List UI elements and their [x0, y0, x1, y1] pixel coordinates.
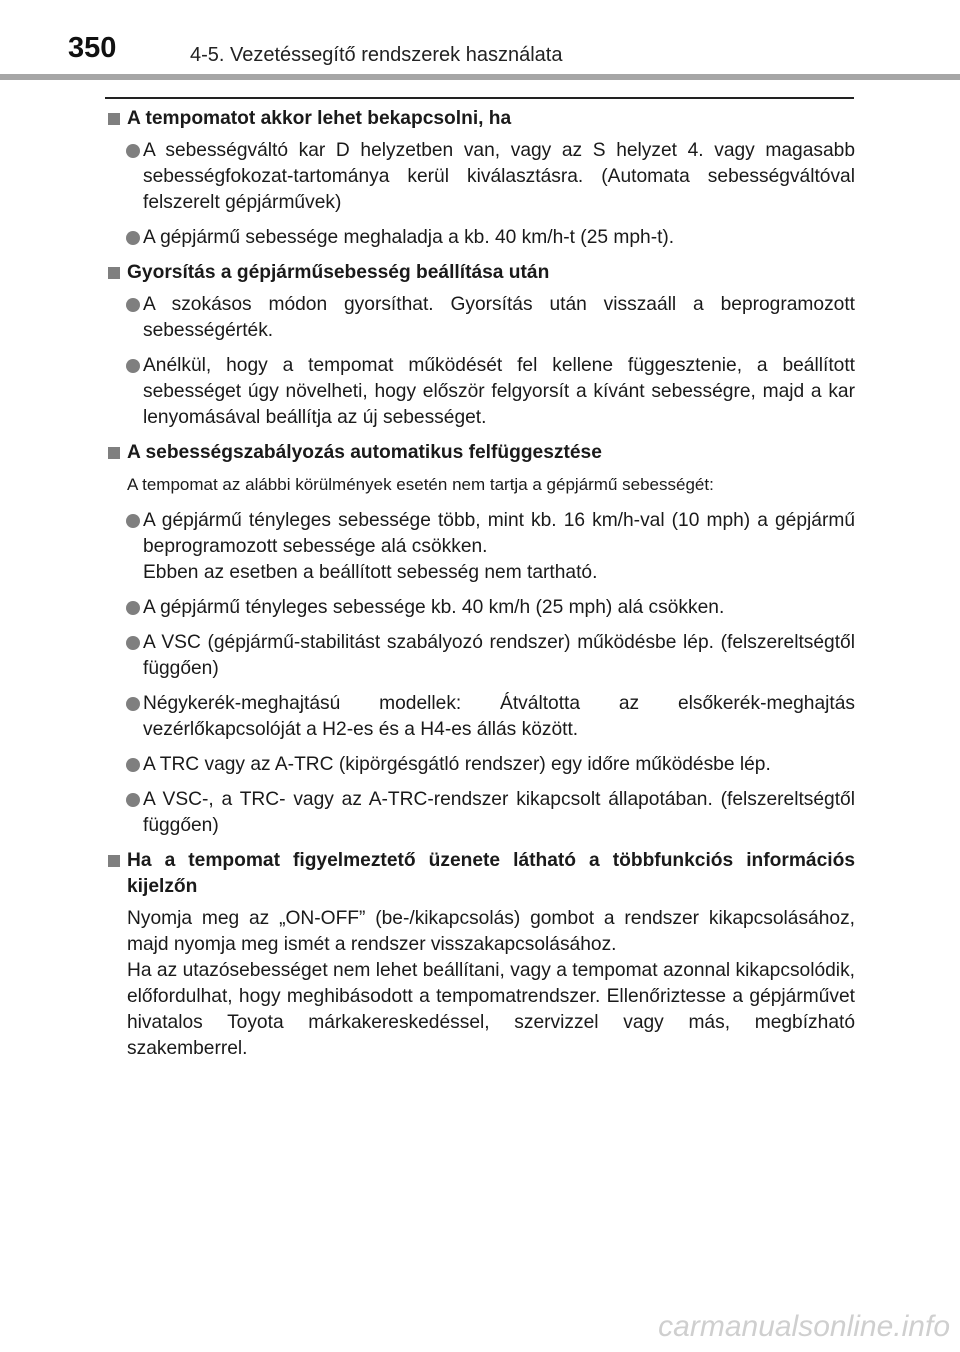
circle-bullet-icon — [126, 144, 140, 158]
list-item-text: A VSC (gépjármű-stabilitást szabályozó rendszer) működésbe lép. (felszereltségtől függően) — [143, 632, 855, 679]
paragraph-text: Nyomja meg az „ON-OFF” (be-/kikapcsolás) gombot a rendszer kikapcsolásához, majd nyomja meg ismét a rendszer visszakapcsolásához. — [127, 908, 855, 955]
circle-bullet-icon — [126, 601, 140, 615]
square-bullet-icon — [108, 267, 120, 279]
circle-bullet-icon — [126, 697, 140, 711]
paragraph-text: Ha az utazósebességet nem lehet beállítani, vagy a tempomat azonnal kikapcsolódik, előfordulhat, hogy meghibásodott a tempomatrendszer. Ellenőriztesse a gépjárművet hivatalos Toyota márkakereskedéssel, szervizzel vagy más, megbízható szakemberrel. — [127, 960, 855, 1059]
square-bullet-icon — [108, 855, 120, 867]
list-item-text: A gépjármű tényleges sebessége kb. 40 km/h (25 mph) alá csökken. — [143, 597, 725, 618]
heading-text: A sebességszabályozás automatikus felfüggesztése — [127, 442, 602, 463]
section-title: 4-5. Vezetéssegítő rendszerek használata — [190, 44, 563, 66]
list-item — [105, 595, 855, 621]
circle-bullet-icon — [126, 758, 140, 772]
circle-bullet-icon — [126, 514, 140, 528]
list-item-text: A gépjármű sebessége meghaladja a kb. 40 km/h-t (25 mph-t). — [143, 227, 675, 248]
list-item-text: A TRC vagy az A-TRC (kipörgésgátló rendszer) egy időre működésbe lép. — [143, 754, 771, 775]
page-number: 350 — [68, 32, 117, 64]
section-heading — [105, 848, 855, 900]
list-item-text: A VSC-, a TRC- vagy az A-TRC-rendszer kikapcsolt állapotában. (felszereltségtől függően) — [143, 789, 855, 836]
list-item-text: A szokásos módon gyorsíthat. Gyorsítás után visszaáll a beprogramozott sebességérték. — [143, 294, 855, 341]
square-bullet-icon — [108, 447, 120, 459]
section-heading — [105, 260, 855, 286]
divider — [105, 97, 854, 99]
list-item — [105, 353, 855, 431]
list-item-note: Ebben az esetben a beállított sebesség nem tartható. — [143, 562, 598, 583]
list-item — [105, 508, 855, 586]
list-item — [105, 292, 855, 344]
circle-bullet-icon — [126, 359, 140, 373]
list-item-text: A gépjármű tényleges sebessége több, mint kb. 16 km/h-val (10 mph) a gépjármű beprogramozott sebessége alá csökken. — [143, 510, 855, 557]
list-item-text: Négykerék-meghajtású modellek: Átváltotta az elsőkerék-meghajtás vezérlőkapcsolóját a H2-es és a H4-es állás között. — [143, 693, 855, 740]
circle-bullet-icon — [126, 231, 140, 245]
circle-bullet-icon — [126, 298, 140, 312]
list-item — [105, 691, 855, 743]
circle-bullet-icon — [126, 636, 140, 650]
heading-text: Ha a tempomat figyelmeztető üzenete látható a többfunkciós információs kijelzőn — [127, 850, 855, 897]
list-item — [105, 787, 855, 839]
square-bullet-icon — [108, 113, 120, 125]
list-item — [105, 138, 855, 216]
paragraph — [105, 906, 855, 1062]
circle-bullet-icon — [126, 793, 140, 807]
section-heading — [105, 106, 855, 132]
page-header — [0, 0, 960, 80]
watermark: carmanualsonline.info — [658, 1310, 950, 1343]
list-item — [105, 225, 855, 251]
heading-text: Gyorsítás a gépjárműsebesség beállítása után — [127, 262, 550, 283]
section-intro: A tempomat az alábbi körülmények esetén nem tartja a gépjármű sebességét: — [127, 475, 714, 494]
list-item-text: A sebességváltó kar D helyzetben van, vagy az S helyzet 4. vagy magasabb sebességfokozat-tartománya kerül kiválasztásra. (Automata sebességváltóval felszerelt gépjárművek) — [143, 140, 855, 213]
list-item — [105, 752, 855, 778]
list-item — [105, 630, 855, 682]
header-bar — [0, 74, 960, 80]
heading-text: A tempomatot akkor lehet bekapcsolni, ha — [127, 108, 512, 129]
list-item-text: Anélkül, hogy a tempomat működését fel kellene függesztenie, a beállított sebességet úgy növelheti, hogy először felgyorsít a kívánt sebességre, majd a kar lenyomásával beállítja az új sebességet. — [143, 355, 855, 428]
page-content — [105, 106, 855, 1062]
section-heading — [105, 440, 855, 466]
